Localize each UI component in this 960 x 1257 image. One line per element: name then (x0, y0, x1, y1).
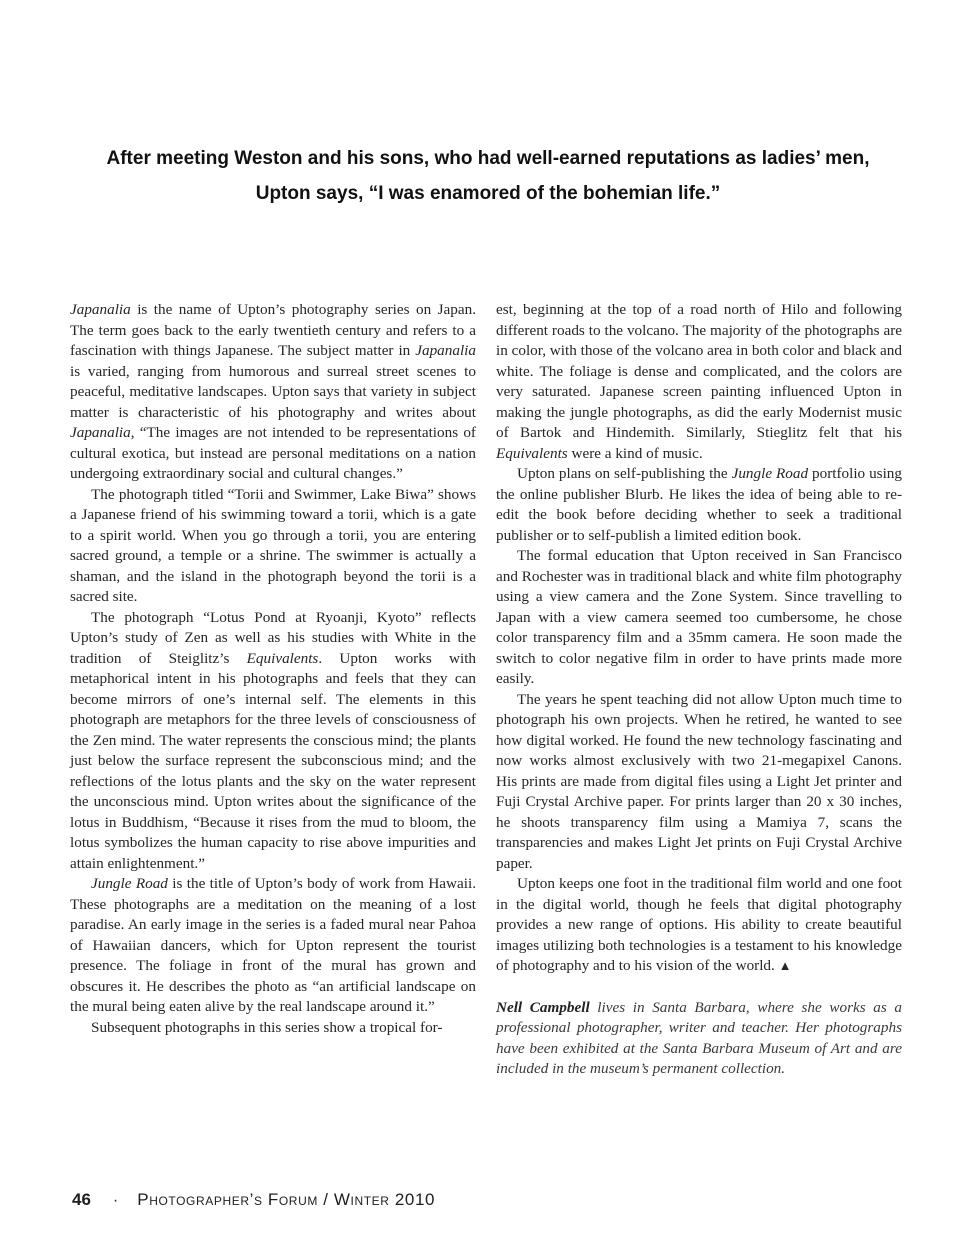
series-title: Jungle Road (91, 875, 168, 892)
end-mark-icon: ▲ (778, 958, 792, 973)
author-bio: Nell Campbell lives in Santa Barbara, where she works as a professional photographer, writer and teacher. Her photographs have been exhibited at the Santa Barbara Museum of Art and are included in the museum’s permanent collection. (496, 998, 902, 1077)
article-paragraph: The photograph “Lotus Pond at Ryoanji, Kyoto” reflects Upton’s study of Zen as well as his studies with White in the tradition of Steiglitz’s Equivalents. Upton works with metaphorical intent in his photographs and feels that they can become mirrors of one’s internal self. The elements in this photograph are metaphors for the three levels of consciousness of the Zen mind. The water represents the conscious mind; the plants just below the surface represent the subconscious mind; and the reflections of the lotus plants and the sky on the water represent the unconscious mind. Upton writes about the significance of the lotus in Buddhism, “Because it rises from the mud to bloom, the lotus symbolizes the human capacity to rise above impurities and attain enlightenment.” (70, 608, 477, 872)
article-column-right (496, 300, 902, 1080)
publication-info: Photographer’s Forum / Winter 2010 (137, 1190, 436, 1209)
pull-quote-line-1: After meeting Weston and his sons, who had well-earned reputations as ladies’ men, (106, 148, 870, 169)
article-paragraph: Japanalia is the name of Upton’s photography series on Japan. The term goes back to the early twentieth century and refers to a fascination with things Japanese. The subject matter in Japanalia is varied, ranging from humorous and surreal street scenes to peaceful, meditative landscapes. Upton says that variety in subject matter is characteristic of his photography and writes about Japanalia, “The images are not intended to be representations of cultural exotica, but instead are personal meditations on a nation undergoing extraordinary social and cultural changes.” (70, 301, 476, 482)
article-paragraph: est, beginning at the top of a road north of Hilo and following different roads to the volcano. The majority of the photographs are in color, with those of the volcano area in both color and black and white. The foliage is dense and complicated, and the colors are very saturated. Japanese screen painting influenced Upton in making the jungle photographs, as did the early Modernist music of Bartok and Hindemith. Similarly, Stieglitz felt that his Equivalents were a kind of music. (496, 301, 902, 462)
series-title: Japanalia (70, 424, 131, 441)
article-paragraph: Subsequent photographs in this series show a tropical for- (91, 1018, 443, 1036)
article-paragraph: Jungle Road is the title of Upton’s body of work from Hawaii. These photographs are a meditation on the meaning of a lost paradise. An early image in the series is a faded mural near Pahoa of Hawaiian dancers, which for Upton represent the tourist presence. The foliage in front of the mural has grown and obscures it. He describes the photo as “an artificial landscape on the mural being eaten alive by the real landscape around it.” (70, 875, 476, 1015)
pull-quote-line-2: Upton says, “I was enamored of the bohemian life.” (255, 183, 721, 204)
article-paragraph: The years he spent teaching did not allow Upton much time to photograph his own projects. When he retired, he wanted to see how digital worked. He found the new technology fascinating and now works almost exclusively with two 21-megapixel Canons. His prints are made from digital files using a Light Jet printer and Fuji Crystal Archive paper. For prints larger than 20 x 30 inches, he shoots transparency film using a Mamiya 7, scans the transparencies and makes Light Jet prints on Fuji Crystal Archive paper. (496, 690, 902, 872)
pull-quote (60, 141, 916, 211)
article-paragraph: Upton plans on self-publishing the Jungle Road portfolio using the online publisher Blurb. He likes the idea of being able to re-edit the book before deciding whether to seek a traditional publisher or to self-publish a limited edition book. (496, 465, 902, 544)
author-name: Nell Campbell (496, 998, 590, 1016)
series-title: Equivalents (246, 649, 319, 667)
article-paragraph: Upton keeps one foot in the traditional film world and one foot in the digital world, though he feels that digital photography provides a new range of options. His ability to create beautiful images utilizing both technologies is a testament to his knowledge of photography and to his vision of the world. ▲ (496, 875, 902, 974)
series-title: Jungle Road (731, 465, 809, 482)
series-title: Japanalia (70, 301, 131, 318)
article-column-left (70, 300, 476, 1038)
series-title: Equivalents (496, 444, 568, 462)
article-paragraph: The formal education that Upton received in San Francisco and Rochester was in traditional black and white film photography using a view camera and the Zone System. Since travelling to Japan with a view camera seemed too cumbersome, he chose color transparency film and a 35mm camera. He soon made the switch to color negative film in order to have prints made more easily. (496, 547, 902, 687)
page-number: 46 (72, 1190, 91, 1209)
article-paragraph: The photograph titled “Torii and Swimmer, Lake Biwa” shows a Japanese friend of his swimming toward a torii, which is a gate to a spirit world. When you go through a torii, you are entering sacred ground, a temple or a shrine. The swimmer is actually a shaman, and the island in the photograph beyond the torii is a sacred site. (70, 485, 476, 605)
series-title: Japanalia (415, 342, 476, 359)
page-footer (72, 1190, 435, 1210)
footer-separator: · (112, 1192, 119, 1209)
